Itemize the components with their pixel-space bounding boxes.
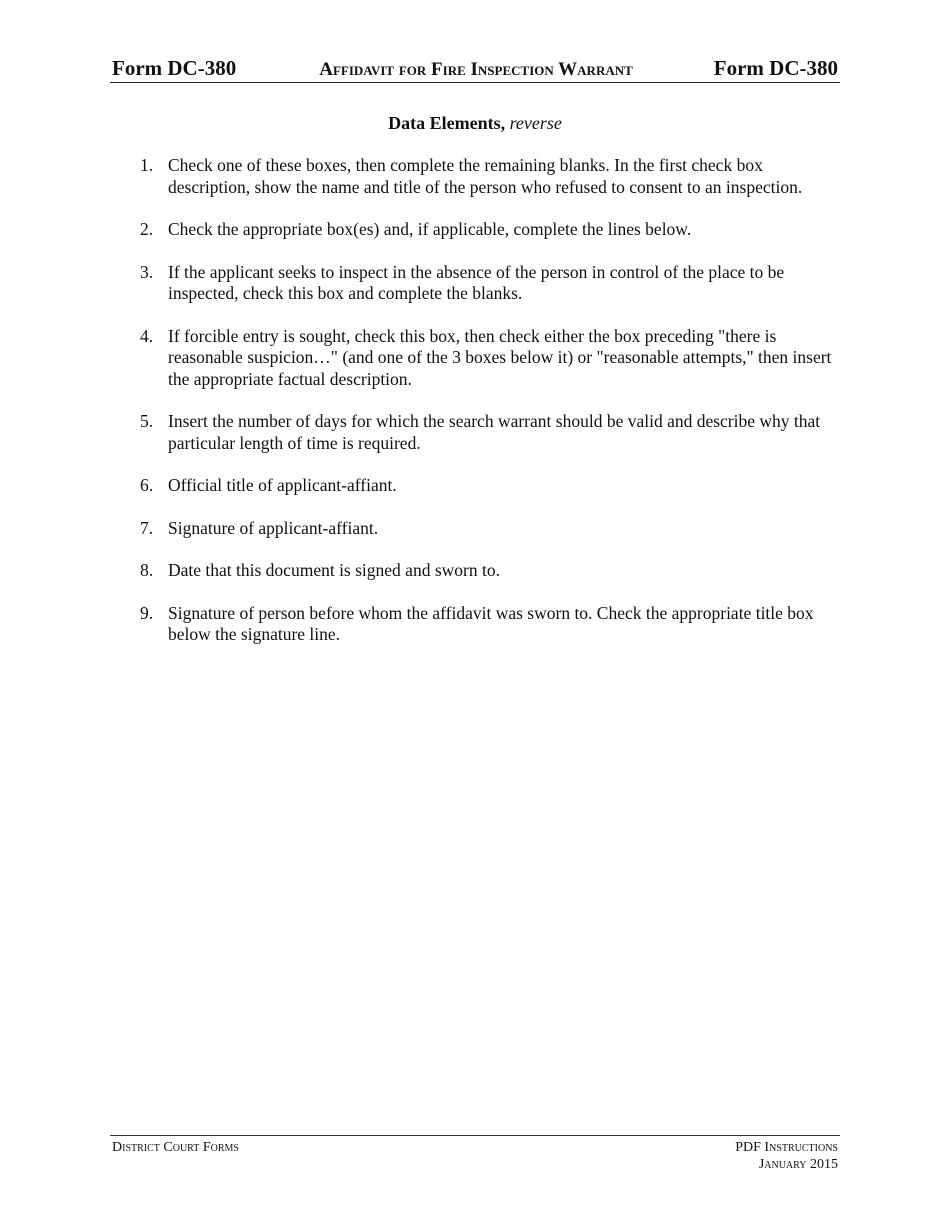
item-number: 8.: [140, 560, 154, 580]
list-item: [138, 326, 838, 391]
document-title: Affidavit for Fire Inspection Warrant: [319, 59, 633, 80]
list-item: [138, 219, 838, 241]
data-elements-list: [138, 155, 838, 667]
footer-left-label: District Court Forms: [112, 1140, 239, 1155]
footer-date-label: January 2015: [758, 1157, 838, 1172]
item-number: 5.: [140, 411, 154, 431]
item-text: Check the appropriate box(es) and, if applicable, complete the lines below.: [168, 219, 692, 239]
list-item: [138, 155, 838, 198]
item-number: 1.: [140, 155, 154, 175]
item-number: 7.: [140, 517, 154, 538]
list-item: [138, 475, 838, 497]
item-number: 6.: [140, 475, 154, 495]
list-item: [138, 262, 838, 305]
item-text: If forcible entry is sought, check this box, then check either the box preceding "there is reasonable suspicion…" (and one of the 3 boxes below it) or "reasonable attempts," then insert the appropriate factual description.: [168, 325, 832, 389]
section-heading-bold: Data Elements,: [388, 113, 506, 133]
item-text: Insert the number of days for which the search warrant should be valid and describe why that particular length of time is required.: [168, 411, 821, 453]
item-number: 2.: [140, 219, 154, 239]
item-number: 3.: [140, 261, 154, 282]
list-item: [138, 518, 838, 540]
list-item: [138, 603, 838, 646]
page-footer: [110, 1135, 840, 1172]
item-text: If the applicant seeks to inspect in the absence of the person in control of the place to be inspected, check this box and complete the blanks.: [168, 261, 785, 303]
item-number: 9.: [140, 602, 154, 623]
page-header: [110, 56, 840, 83]
form-number-right: Form DC-380: [713, 56, 838, 80]
section-heading: [0, 112, 950, 134]
list-item: [138, 411, 838, 454]
item-text: Signature of applicant-affiant.: [168, 517, 379, 538]
item-text: Official title of applicant-affiant.: [168, 475, 397, 495]
item-text: Signature of person before whom the affidavit was sworn to. Check the appropriate title box below the signature line.: [168, 602, 814, 644]
section-heading-italic: reverse: [509, 113, 562, 133]
item-text: Date that this document is signed and sworn to.: [168, 560, 500, 580]
item-number: 4.: [140, 325, 154, 346]
form-number-left: Form DC-380: [112, 56, 237, 80]
footer-instructions-label: PDF Instructions: [735, 1140, 838, 1155]
footer-right-block: [735, 1139, 838, 1173]
list-item: [138, 560, 838, 582]
item-text: Check one of these boxes, then complete the remaining blanks. In the first check box description, show the name and title of the person who refused to consent to an inspection.: [168, 155, 803, 197]
